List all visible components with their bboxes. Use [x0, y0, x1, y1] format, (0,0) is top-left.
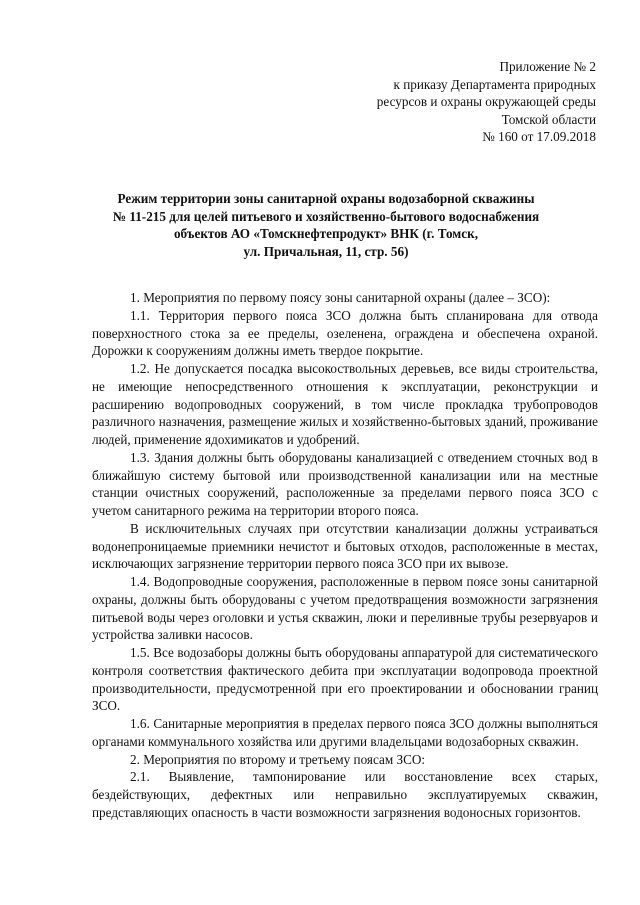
appendix-order-line: к приказу Департамента природных — [393, 76, 596, 92]
appendix-header — [377, 58, 596, 146]
document-body — [92, 289, 598, 822]
title-line-3: объектов АО «Томскнефтепродукт» ВНК (г. Томск, — [173, 226, 479, 242]
paragraph-1-3: 1.3. Здания должны быть оборудованы канализацией с отведением сточных вод в ближайшую систему бытовой или производственной канализации или на местные станции очистных сооружений, расположенные за пределами первого пояса ЗСО с учетом санитарного режима на территории второго пояса. — [92, 449, 598, 518]
paragraph-section-1: 1. Мероприятия по первому поясу зоны санитарной охраны (далее – ЗСО): — [130, 290, 551, 305]
document-title — [96, 190, 556, 260]
paragraph-1-1: 1.1. Территория первого пояса ЗСО должна быть спланирована для отвода поверхностного стока за ее пределы, озеленена, ограждена и обеспечена охраной. Дорожки к сооружениям должны иметь твердое покрытие. — [92, 307, 598, 359]
paragraph-2-1: 2.1. Выявление, тампонирование или восстановление всех старых, бездействующих, дефектных или неправильно эксплуатируемых скважин, представляющих опасность в части возможности загрязнения водоносных горизонтов. — [92, 769, 598, 820]
paragraph-1-4: 1.4. Водопроводные сооружения, расположенные в первом поясе зоны санитарной охраны, должны быть оборудованы с учетом предотвращения возможности загрязнения питьевой воды через оголовки и устья скважин, люки и переливные трубы резервуаров и устройства заливки насосов. — [92, 574, 598, 643]
paragraph-1-3-exception: В исключительных случаях при отсутствии канализации должны устраиваться водонепроницаемые приемники нечистот и бытовых отходов, расположенные в местах, исключающих загрязнение территории первого пояса ЗСО при их вывозе. — [92, 520, 598, 572]
appendix-order-date: № 160 от 17.09.2018 — [482, 129, 596, 145]
appendix-region-line: Томской области — [501, 111, 596, 127]
paragraph-1-6: 1.6. Санитарные мероприятия в пределах первого пояса ЗСО должны выполняться органами коммунального хозяйства или другими владельцами водозаборных скважин. — [92, 716, 598, 749]
appendix-number: Приложение № 2 — [499, 59, 596, 74]
title-line-2: № 11-215 для целей питьевого и хозяйственно-бытового водоснабжения — [112, 208, 540, 224]
title-line-4: ул. Причальная, 11, стр. 56) — [243, 243, 409, 259]
paragraph-1-2: 1.2. Не допускается посадка высокоствольных деревьев, все виды строительства, не имеющие непосредственного отношения к эксплуатации, реконструкции и расширению водопроводных сооружений, в том числе прокладка трубопроводов различного назначения, размещение жилых и хозяйственно-бытовых зданий, проживание людей, применение ядохимикатов и удобрений. — [92, 361, 598, 447]
title-line-1: Режим территории зоны санитарной охраны водозаборной скважины — [117, 191, 535, 206]
paragraph-1-5: 1.5. Все водозаборы должны быть оборудованы аппаратурой для систематического контроля соответствия фактического дебита при эксплуатации водопровода проектной производительности, предусмотренной при его проектировании и обосновании границ ЗСО. — [92, 645, 598, 714]
appendix-department-line: ресурсов и охраны окружающей среды — [376, 94, 596, 110]
paragraph-section-2: 2. Мероприятия по второму и третьему поясам ЗСО: — [130, 751, 426, 767]
